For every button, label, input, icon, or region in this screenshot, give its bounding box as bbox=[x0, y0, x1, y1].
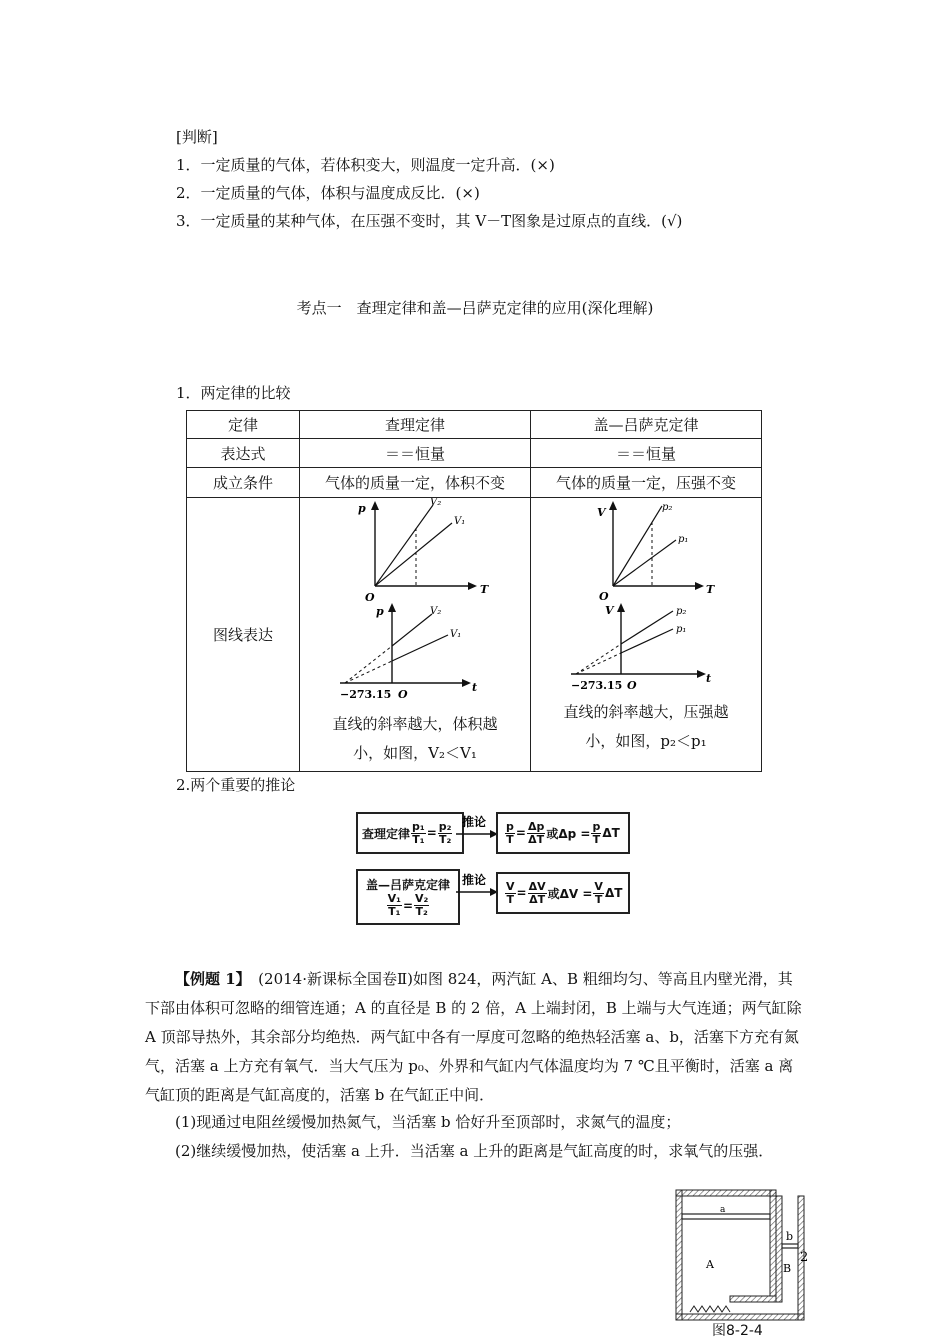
fraction: $\frac{\Delta p}{\Delta T}$ bbox=[527, 819, 545, 846]
question-1: (1)现通过电阻丝缓慢加热氮气，当活塞 b 恰好升至顶部时，求氮气的温度； bbox=[175, 1113, 681, 1131]
charles-graphs bbox=[300, 498, 530, 706]
figure-caption: 图8-2-4 bbox=[712, 1323, 763, 1339]
cylinder-figure bbox=[672, 1188, 817, 1338]
axis-arrow bbox=[617, 603, 625, 612]
section-title: 考点一 查理定律和盖—吕萨克定律的应用(深化理解) bbox=[296, 299, 654, 317]
judge-header: [判断] bbox=[176, 128, 218, 146]
fraction: $\frac{V}{T}$ bbox=[506, 879, 515, 906]
corollary-arrow-2 bbox=[456, 870, 498, 900]
table-cell-graph-label: 图线表达 bbox=[187, 498, 300, 772]
gay-lussac-graphs bbox=[531, 498, 761, 694]
corollary-arrow-label: 推论 bbox=[462, 873, 487, 887]
axis-arrow bbox=[371, 501, 379, 510]
gay-lussac-law-label: 盖—吕萨克定律 bbox=[365, 878, 450, 892]
table-header-gay-lussac: 盖—吕萨克定律 bbox=[531, 411, 762, 439]
piston-a-label: a bbox=[720, 1205, 726, 1215]
axis-label-T: T bbox=[706, 583, 715, 596]
axis-arrow bbox=[462, 679, 471, 687]
isobar-p2 bbox=[613, 506, 662, 586]
example-paragraph bbox=[145, 965, 807, 1110]
isobar-p1 bbox=[621, 629, 673, 653]
compare-heading: 1．两定律的比较 bbox=[176, 384, 291, 402]
line-label-p1: p₁ bbox=[678, 534, 689, 545]
axis-arrow bbox=[697, 670, 706, 678]
line-label-p2: p₂ bbox=[676, 606, 687, 617]
origin-label: O bbox=[365, 591, 375, 604]
cylinder-a-left-wall bbox=[676, 1190, 682, 1320]
gay-lussac-caption-2: 小，如图，p₂＜p₁ bbox=[585, 732, 707, 750]
fraction: $\frac{V}{T}$ bbox=[594, 879, 603, 906]
line-label-p2: p₂ bbox=[662, 502, 673, 513]
delta-t: ΔT bbox=[602, 826, 620, 840]
table-cell: 气体的质量一定，压强不变 bbox=[531, 468, 762, 498]
corollary-arrow-1 bbox=[456, 812, 498, 842]
charles-law-box bbox=[356, 812, 464, 854]
axis-label-p: p bbox=[358, 502, 366, 515]
axis-label-V: V bbox=[597, 506, 606, 519]
corollary-heading: 2.两个重要的推论 bbox=[176, 776, 296, 794]
table-cell: 成立条件 bbox=[187, 468, 300, 498]
axis-label-t: t bbox=[706, 672, 712, 685]
or-text: 或ΔV = bbox=[547, 886, 593, 901]
isobar-p1 bbox=[613, 540, 676, 586]
axis-label-t: t bbox=[472, 681, 478, 694]
axis-label-T: T bbox=[480, 583, 489, 596]
abs-zero-label: −273.15 bbox=[571, 679, 623, 692]
axis-label-p: p bbox=[376, 605, 384, 618]
charles-graph-cell bbox=[300, 498, 531, 772]
gay-lussac-caption-1: 直线的斜率越大，压强越 bbox=[563, 703, 729, 721]
table-cell: ＝＝恒量 bbox=[531, 439, 762, 468]
abs-zero-label: −273.15 bbox=[340, 688, 392, 701]
origin-label: O bbox=[398, 688, 408, 701]
isochore-v2 bbox=[392, 614, 432, 646]
equals-sign: = bbox=[515, 826, 526, 840]
piston-b bbox=[782, 1244, 798, 1248]
example-label: 【例题 1】 bbox=[175, 970, 244, 988]
line-label-p1: p₁ bbox=[676, 624, 687, 635]
judge-item-3: 3．一定质量的某种气体，在压强不变时，其 V－T图象是过原点的直线．(√) bbox=[176, 212, 683, 230]
axis-label-V: V bbox=[605, 604, 614, 617]
fraction: $\frac{p}{T}$ bbox=[592, 819, 601, 846]
fraction: $\frac{\text{V₂}}{\text{T₂}}$ bbox=[415, 892, 429, 918]
cylinder-b-left-wall bbox=[776, 1196, 782, 1302]
line-label-v2: V₂ bbox=[430, 498, 442, 508]
fraction: $\frac{\text{p₂}}{\text{T₂}}$ bbox=[438, 819, 452, 846]
axis-arrow bbox=[468, 582, 477, 590]
charles-law-label: 查理定律 bbox=[362, 826, 411, 841]
equals-sign: = bbox=[402, 898, 414, 913]
table-cell: 气体的质量一定，体积不变 bbox=[300, 468, 531, 498]
charles-corollary-box bbox=[496, 812, 630, 854]
piston-a bbox=[682, 1214, 770, 1219]
table-cell: 表达式 bbox=[187, 439, 300, 468]
isobar-p2 bbox=[621, 611, 673, 644]
gay-lussac-law-box bbox=[356, 869, 460, 925]
extrapolation-p2 bbox=[576, 644, 621, 674]
or-text: 或Δp = bbox=[546, 826, 591, 841]
piston-b-label: b bbox=[786, 1230, 794, 1243]
gay-lussac-corollary-box bbox=[496, 872, 630, 914]
line-label-v1: V₁ bbox=[450, 629, 462, 640]
delta-t: ΔT bbox=[604, 886, 623, 900]
axis-arrow bbox=[695, 582, 704, 590]
judge-item-1: 1．一定质量的气体，若体积变大，则温度一定升高．(×) bbox=[176, 156, 555, 174]
cylinder-a-right-wall bbox=[770, 1190, 776, 1296]
cylinder-a-top bbox=[676, 1190, 776, 1196]
comparison-table bbox=[186, 410, 762, 772]
axis-arrow bbox=[388, 603, 396, 612]
table-header-charles: 查理定律 bbox=[300, 411, 531, 439]
fraction: $\frac{\text{V₁}}{\text{T₁}}$ bbox=[387, 892, 401, 918]
fraction: $\frac{\Delta V}{\Delta T}$ bbox=[528, 879, 546, 906]
table-header-law: 定律 bbox=[187, 411, 300, 439]
example-text: (2014·新课标全国卷Ⅱ)如图 824，两汽缸 A、B 粗细均匀、等高且内壁光滑，其下部由体积可忽略的细管连通；A 的直径是 B 的 2 倍，A 上端封闭，B 上端与大气连通；两气缸除 A 顶部导热外，其余部分均绝热．两气缸中各有一厚度可忽略的绝热轻活塞 a、b，活塞下方充有氮气，活塞 a 上方充有氧气．当大气压为 p₀、外界和气缸内气体温度均为 7 ℃且平衡时，活塞 a 离气缸顶的距离是气缸高度的，活塞 b 在气缸正中间． bbox=[145, 970, 802, 1104]
connector-top bbox=[730, 1296, 776, 1302]
charles-caption-1: 直线的斜率越大，体积越 bbox=[332, 715, 498, 733]
axis-arrow bbox=[609, 501, 617, 510]
table-cell: ＝＝恒量 bbox=[300, 439, 531, 468]
equals-sign: = bbox=[426, 826, 437, 840]
fraction: $\frac{p}{T}$ bbox=[506, 819, 514, 846]
line-label-v2: V₂ bbox=[430, 606, 442, 617]
cylinder-a-label: A bbox=[706, 1258, 714, 1271]
question-2: (2)继续缓慢加热，使活塞 a 上升．当活塞 a 上升的距离是气缸高度的时，求氧气的压强． bbox=[175, 1142, 774, 1160]
charles-caption-2: 小，如图，V₂＜V₁ bbox=[353, 744, 477, 762]
side-note: 2 bbox=[800, 1250, 809, 1265]
cylinder-b-label: B bbox=[783, 1262, 792, 1275]
corollary-arrow-label: 推论 bbox=[462, 815, 487, 829]
line-label-v1: V₁ bbox=[454, 516, 466, 527]
judge-item-2: 2．一定质量的气体，体积与温度成反比．(×) bbox=[176, 184, 480, 202]
origin-label: O bbox=[599, 590, 609, 603]
resistor-wire bbox=[690, 1306, 730, 1312]
fraction: $\frac{\text{p₁}}{\text{T₁}}$ bbox=[412, 819, 425, 846]
gay-lussac-graph-cell bbox=[531, 498, 762, 772]
equals-sign: = bbox=[516, 886, 527, 900]
origin-label: O bbox=[627, 679, 637, 692]
extrapolation-p1 bbox=[576, 653, 621, 674]
